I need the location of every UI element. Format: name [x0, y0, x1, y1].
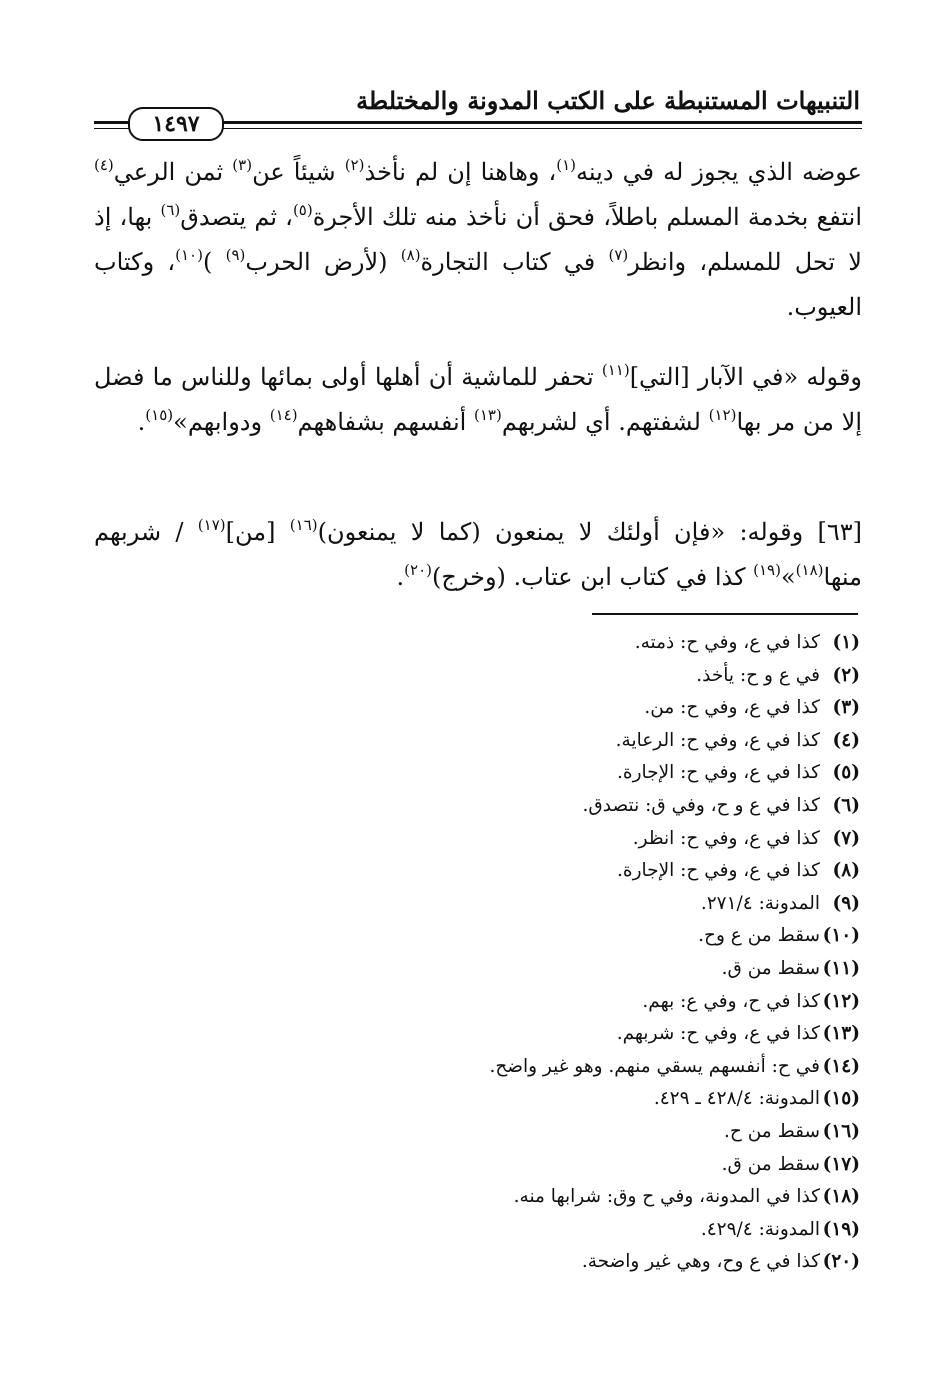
footnote [360, 1214, 860, 1247]
footnote-number: (٢) [832, 664, 860, 686]
footnote-text: كذا في ع، وفي ح: انظر. [632, 827, 820, 849]
footnote [360, 790, 860, 823]
footnote-text: سقط من ق. [721, 957, 820, 979]
footnote [360, 823, 860, 856]
footnote-text: كذا في ع، وفي ح: الإجارة. [617, 762, 820, 784]
footnote-number: (١٦) [822, 1120, 860, 1142]
footnote-number: (٥) [832, 762, 860, 784]
footnote-ref: (١٠) [175, 246, 203, 264]
footnote-ref: (١٦) [289, 516, 318, 534]
footnote-number: (١٤) [822, 1055, 860, 1077]
footnote-text: كذا في ع، وفي ح: ذمته. [634, 632, 820, 653]
footnote-ref: (٩) [225, 246, 246, 264]
footnote [360, 1116, 860, 1149]
footnote-ref: (١) [556, 156, 577, 174]
footnote-text: في ع و ح: يأخذ. [696, 664, 820, 686]
footnote-ref: (٥) [292, 201, 313, 219]
text-run: / شربهم منها [94, 518, 862, 591]
text-run: . [137, 408, 146, 436]
footnote-ref: (١٢) [708, 406, 737, 424]
footnote-ref: (٢٠) [404, 561, 433, 579]
text-run: ، وهاهنا إن لم نأخذ [364, 158, 557, 186]
footnote [360, 888, 860, 921]
footnote-ref: (٤) [94, 156, 114, 174]
text-run: (لأرض الحرب [245, 248, 401, 276]
footnote-number: (٣) [832, 697, 860, 719]
footnote-ref: (٨) [400, 246, 421, 264]
footnote-number: (١٢) [822, 990, 860, 1012]
footnote [360, 920, 860, 953]
footnote-number: (١٩) [822, 1218, 860, 1240]
footnote [360, 627, 860, 660]
footnote [360, 1051, 860, 1084]
footnote [360, 986, 860, 1019]
text-run: بها، إذ لا تحل للمسلم، وانظر [94, 203, 862, 276]
footnote-ref: (٢) [344, 156, 365, 174]
text-run: ، ثم يتصدق [180, 203, 293, 231]
footnote [360, 660, 860, 693]
text-run: ، وكتاب العيوب. [94, 248, 862, 321]
footnote-text: كذا في ع و ح، وفي ق: نتصدق. [582, 794, 820, 816]
page-number: ١٤٩٧ [128, 107, 224, 141]
footnote [360, 725, 860, 758]
footnote-number: (١٥) [822, 1088, 860, 1110]
text-run: وقوله «في الآبار [التي] [629, 363, 862, 391]
footnote-number: (٢٠) [822, 1251, 860, 1273]
footnote-number: (١٧) [822, 1153, 860, 1175]
footnote-separator [592, 613, 858, 615]
text-run: كذا في كتاب ابن عتاب. (وخرج) [432, 563, 754, 591]
paragraph-3 [94, 510, 862, 600]
footnote [360, 1181, 860, 1214]
text-run: » [780, 563, 796, 591]
footnote [360, 855, 860, 888]
footnote-text: سقط من ق. [721, 1153, 820, 1175]
paragraph-2 [94, 355, 862, 445]
footnote [360, 1149, 860, 1182]
text-run: عوضه الذي يجوز له في دينه [576, 158, 862, 186]
text-run: في كتاب التجارة [420, 248, 609, 276]
footnote-number: (٦) [832, 794, 860, 816]
footnote-ref: (١٧) [197, 516, 226, 534]
footnote-text: المدونة: ٤٢٨/٤ ـ ٤٢٩. [653, 1088, 820, 1110]
running-title: التنبيهات المستنبطة على الكتب المدونة والمختلطة [356, 86, 860, 115]
text-run: . [396, 563, 405, 591]
footnote-text: كذا في ع، وفي ح: شربهم. [616, 1023, 820, 1045]
footnote-text: في ح: أنفسهم يسقي منهم. وهو غير واضح. [489, 1055, 820, 1077]
text-run: شيئاً عن [252, 158, 345, 186]
footnote-number: (١٨) [822, 1186, 860, 1208]
footnote [360, 1018, 860, 1051]
footnote-text: كذا في ع، وفي ح: من. [644, 697, 820, 719]
footnote [360, 757, 860, 790]
footnote-ref: (١٩) [753, 561, 781, 579]
footnote-text: المدونة: ٢٧١/٤. [700, 892, 820, 914]
footnote [360, 1083, 860, 1116]
footnote-number: (٨) [832, 860, 860, 882]
footnote-number: (١٣) [822, 1023, 860, 1045]
footnote-text: كذا في ح، وفي ع: بهم. [642, 990, 820, 1012]
footnote-text: المدونة: ٤٢٩/٤. [700, 1218, 820, 1240]
footnote-text: كذا في المدونة، وفي ح وق: شرابها منه. [513, 1186, 820, 1208]
footnote-ref: (١٥) [145, 406, 174, 424]
footnote [360, 692, 860, 725]
footnote-number: (١١) [822, 957, 860, 979]
footnote-number: (٤) [832, 729, 860, 751]
text-run: تحفر للماشية أن أهلها أولى بمائها وللناس ما فضل إلا من مر بها [94, 363, 862, 436]
footnote-ref: (٧) [608, 246, 629, 264]
footnote-ref: (٦) [160, 201, 181, 219]
footnote-number: (١) [832, 632, 860, 653]
footnote-number: (١٠) [822, 925, 860, 947]
footnote-number: (٩) [832, 892, 860, 914]
text-run: لشفتهم. أي لشربهم [501, 408, 709, 436]
text-run: انتفع بخدمة المسلم باطلاً، فحق أن نأخذ منه تلك الأجرة [312, 203, 863, 231]
text-run: [من] [225, 518, 290, 546]
footnote-ref: (١٣) [473, 406, 502, 424]
text-run: أنفسهم بشفاههم [297, 408, 474, 436]
text-run: [٦٣] وقوله: «فإن أولئك لا يمنعون (كما لا يمنعون) [317, 518, 863, 546]
text-run: ) [202, 248, 226, 276]
footnote-number: (٧) [832, 827, 860, 849]
footnote-ref: (١٤) [269, 406, 298, 424]
footnote-text: كذا في ع، وفي ح: الإجارة. [617, 860, 820, 882]
footnote-text: سقط من ح. [724, 1120, 820, 1142]
footnote-text: كذا في ع، وفي ح: الرعاية. [615, 729, 820, 751]
footnote-text: سقط من ع وح. [698, 925, 820, 947]
footnote-ref: (١٨) [795, 561, 824, 579]
footnotes-list [360, 627, 860, 1279]
footnote-text: كذا في ع وح، وهي غير واضحة. [581, 1251, 820, 1273]
text-run: ودوابهم» [173, 408, 270, 436]
paragraph-1 [94, 150, 862, 330]
footnote [360, 1246, 860, 1279]
footnote-ref: (١١) [601, 361, 630, 379]
text-run: ثمن الرعي [113, 158, 233, 186]
footnote [360, 953, 860, 986]
footnote-ref: (٣) [232, 156, 253, 174]
